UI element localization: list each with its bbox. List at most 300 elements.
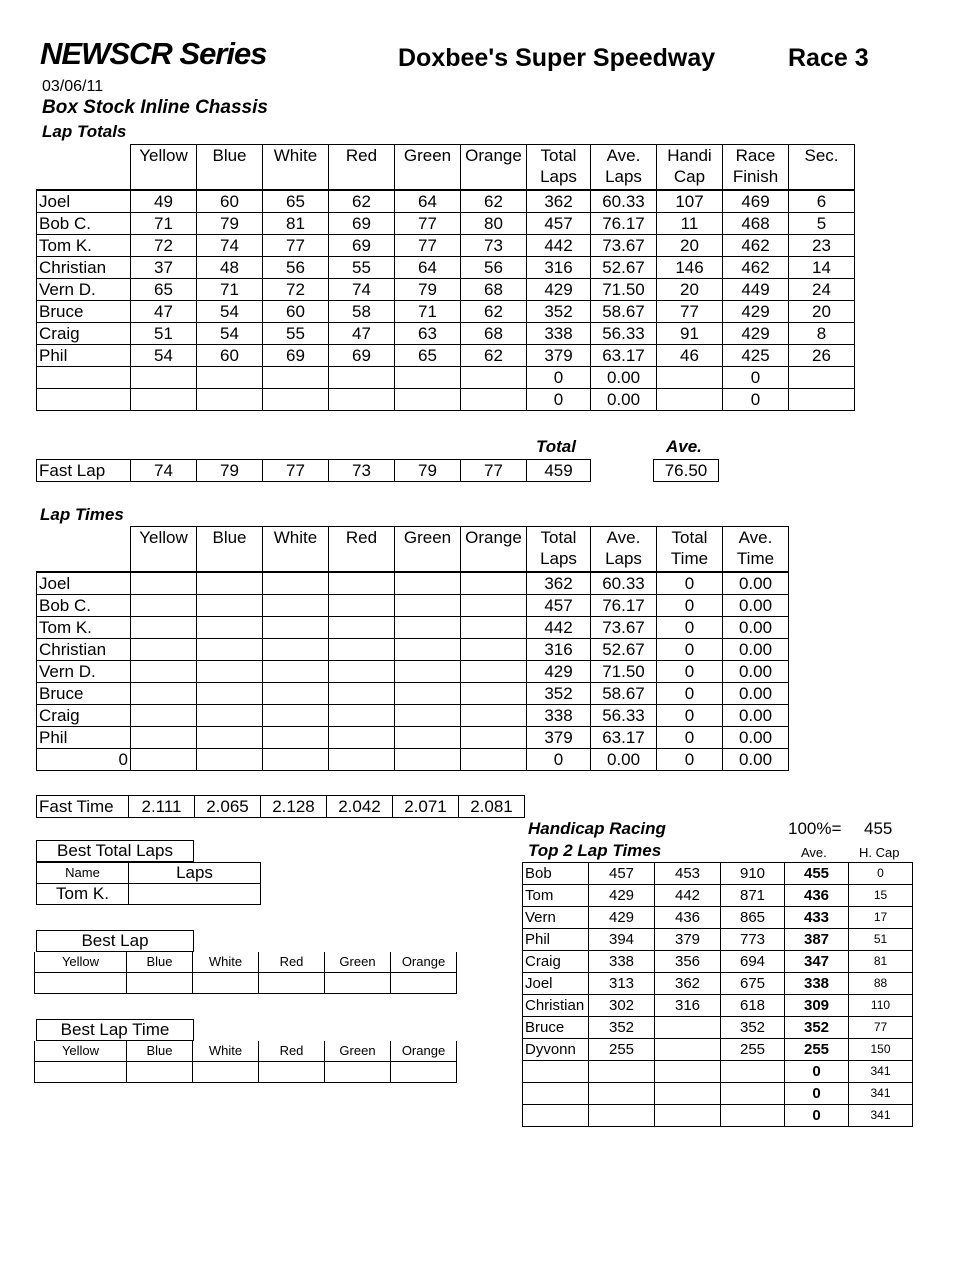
lap-time-cell (395, 727, 461, 749)
total-laps-cell: 316 (527, 639, 591, 661)
best-col-header: Yellow (35, 952, 127, 973)
handicap-row (523, 1083, 913, 1105)
total-laps-cell: 429 (527, 661, 591, 683)
handicap-sum: 865 (721, 907, 785, 929)
lap-time-cell (461, 749, 527, 771)
lap-totals-cell: 71.50 (591, 279, 657, 301)
lap-totals-cell: 58.67 (591, 301, 657, 323)
lap-totals-cell: 68 (461, 323, 527, 345)
lap-times-header: Ave. Time (723, 527, 789, 573)
handicap-lap-a (589, 1061, 655, 1083)
handicap-name: Christian (523, 995, 589, 1017)
total-time-cell: 0 (657, 705, 723, 727)
lap-totals-row (37, 345, 855, 367)
total-laps-cell: 457 (527, 595, 591, 617)
best-col-header: Blue (127, 952, 193, 973)
ave-laps-cell: 58.67 (591, 683, 657, 705)
series-title: NEWSCR Series (40, 36, 267, 71)
lap-totals-cell: 72 (131, 235, 197, 257)
handicap-row (523, 863, 913, 885)
lap-times-header: White (263, 527, 329, 573)
lap-time-cell (263, 572, 329, 595)
lap-totals-cell: 54 (131, 345, 197, 367)
ave-laps-cell: 56.33 (591, 705, 657, 727)
handicap-lap-b (655, 1039, 721, 1061)
total-time-cell: 0 (657, 749, 723, 771)
total-laps-cell: 0 (527, 749, 591, 771)
fast-time-cell: 2.071 (393, 796, 459, 818)
lap-totals-cell: 73.67 (591, 235, 657, 257)
lap-times-row (37, 705, 789, 727)
lap-totals-cell: 20 (657, 235, 723, 257)
best-total-laps-name-label: Name (37, 863, 129, 884)
lap-totals-cell: 56 (461, 257, 527, 279)
lap-totals-cell: 63.17 (591, 345, 657, 367)
fast-time-label: Fast Time (37, 796, 129, 818)
handicap-lap-a: 457 (589, 863, 655, 885)
handicap-lap-a: 338 (589, 951, 655, 973)
lap-totals-cell: 65 (263, 190, 329, 213)
lap-totals-header: Sec. (789, 145, 855, 191)
total-laps-cell: 362 (527, 572, 591, 595)
lap-totals-cell: 47 (329, 323, 395, 345)
best-lap-table (34, 952, 457, 994)
handicap-ave: 436 (785, 885, 849, 907)
lap-times-row (37, 639, 789, 661)
fast-lap-ave-label: Ave. (666, 437, 702, 456)
lap-time-cell (329, 749, 395, 771)
lap-totals-cell: 60.33 (591, 190, 657, 213)
handicap-name: Dyvonn (523, 1039, 589, 1061)
lap-time-cell (131, 572, 197, 595)
handicap-lap-a: 352 (589, 1017, 655, 1039)
lap-totals-cell: 0 (723, 367, 789, 389)
lap-times-title: Lap Times (40, 505, 124, 524)
best-col-header: Orange (391, 952, 457, 973)
lap-totals-cell: 442 (527, 235, 591, 257)
lap-totals-cell: 49 (131, 190, 197, 213)
driver-name: Joel (37, 190, 131, 213)
total-time-cell: 0 (657, 595, 723, 617)
driver-name: Joel (37, 572, 131, 595)
best-value-cell (127, 1062, 193, 1083)
handicap-ave: 352 (785, 1017, 849, 1039)
lap-totals-cell: 338 (527, 323, 591, 345)
lap-time-cell (131, 727, 197, 749)
ave-laps-cell: 76.17 (591, 595, 657, 617)
handicap-lap-b (655, 1083, 721, 1105)
lap-totals-cell: 20 (657, 279, 723, 301)
driver-name: Bob C. (37, 595, 131, 617)
driver-name: Phil (37, 345, 131, 367)
ave-laps-cell: 60.33 (591, 572, 657, 595)
lap-totals-cell (131, 367, 197, 389)
lap-totals-cell: 468 (723, 213, 789, 235)
ave-time-cell: 0.00 (723, 727, 789, 749)
lap-totals-cell: 69 (329, 235, 395, 257)
fast-time-cell: 2.065 (195, 796, 261, 818)
lap-totals-cell: 48 (197, 257, 263, 279)
fast-lap-cell: 77 (263, 460, 329, 482)
lap-totals-row (37, 213, 855, 235)
lap-time-cell (263, 595, 329, 617)
lap-times-header: Orange (461, 527, 527, 573)
best-value-cell (391, 1062, 457, 1083)
lap-time-cell (329, 617, 395, 639)
driver-name: Tom K. (37, 617, 131, 639)
lap-time-cell (395, 749, 461, 771)
handicap-sum: 618 (721, 995, 785, 1017)
handicap-hcap: 88 (849, 973, 913, 995)
lap-time-cell (131, 595, 197, 617)
race-number: Race 3 (788, 44, 869, 72)
lap-time-cell (395, 572, 461, 595)
lap-totals-cell: 71 (131, 213, 197, 235)
driver-name: Bruce (37, 683, 131, 705)
handicap-lap-b: 379 (655, 929, 721, 951)
handicap-pct-value: 455 (864, 819, 893, 838)
lap-totals-cell: 68 (461, 279, 527, 301)
handicap-ave: 387 (785, 929, 849, 951)
lap-totals-cell: 69 (329, 213, 395, 235)
lap-times-row (37, 617, 789, 639)
lap-totals-header: Race Finish (723, 145, 789, 191)
lap-time-cell (131, 749, 197, 771)
lap-totals-cell: 60 (263, 301, 329, 323)
lap-times-header: Total Laps (527, 527, 591, 573)
lap-totals-row (37, 323, 855, 345)
handicap-sum: 773 (721, 929, 785, 951)
handicap-name: Vern (523, 907, 589, 929)
lap-totals-cell: 23 (789, 235, 855, 257)
lap-time-cell (329, 572, 395, 595)
handicap-lap-b: 316 (655, 995, 721, 1017)
lap-times-row (37, 727, 789, 749)
lap-totals-cell: 54 (197, 323, 263, 345)
lap-time-cell (263, 727, 329, 749)
handicap-lap-a: 313 (589, 973, 655, 995)
lap-time-cell (329, 595, 395, 617)
lap-totals-cell: 0.00 (591, 367, 657, 389)
handicap-row (523, 951, 913, 973)
lap-times-row (37, 661, 789, 683)
lap-totals-cell: 79 (197, 213, 263, 235)
best-total-laps-value (129, 884, 261, 905)
race-class: Box Stock Inline Chassis (42, 97, 268, 118)
lap-time-cell (131, 661, 197, 683)
handicap-hcap: 0 (849, 863, 913, 885)
lap-totals-cell (263, 389, 329, 411)
lap-time-cell (263, 749, 329, 771)
lap-totals-cell: 462 (723, 257, 789, 279)
handicap-row (523, 973, 913, 995)
lap-time-cell (263, 683, 329, 705)
handicap-sum: 910 (721, 863, 785, 885)
ave-time-cell: 0.00 (723, 661, 789, 683)
lap-totals-cell: 69 (263, 345, 329, 367)
handicap-hcap: 341 (849, 1083, 913, 1105)
lap-totals-cell (395, 389, 461, 411)
lap-totals-cell: 71 (197, 279, 263, 301)
handicap-name: Bruce (523, 1017, 589, 1039)
handicap-ave: 309 (785, 995, 849, 1017)
handicap-name: Tom (523, 885, 589, 907)
best-col-header: Green (325, 1041, 391, 1062)
best-value-cell (325, 1062, 391, 1083)
lap-totals-cell: 52.67 (591, 257, 657, 279)
handicap-row (523, 1039, 913, 1061)
driver-name (37, 389, 131, 411)
fast-lap-cell: 74 (131, 460, 197, 482)
handicap-row (523, 907, 913, 929)
total-time-cell: 0 (657, 639, 723, 661)
fast-lap-cell: 79 (395, 460, 461, 482)
best-value-row (35, 973, 457, 994)
lap-totals-cell: 51 (131, 323, 197, 345)
handicap-lap-b: 442 (655, 885, 721, 907)
total-laps-cell: 379 (527, 727, 591, 749)
lap-totals-cell: 462 (723, 235, 789, 257)
race-date: 03/06/11 (42, 78, 104, 95)
best-lap-time-table (34, 1041, 457, 1083)
ave-laps-cell: 71.50 (591, 661, 657, 683)
lap-totals-cell: 429 (723, 323, 789, 345)
lap-totals-cell (789, 367, 855, 389)
lap-totals-cell: 316 (527, 257, 591, 279)
lap-time-cell (461, 639, 527, 661)
best-col-header: Orange (391, 1041, 457, 1062)
lap-time-cell (395, 617, 461, 639)
lap-totals-cell: 54 (197, 301, 263, 323)
lap-totals-cell: 457 (527, 213, 591, 235)
handicap-lap-b: 436 (655, 907, 721, 929)
handicap-row (523, 929, 913, 951)
handicap-ave: 0 (785, 1061, 849, 1083)
handicap-table (522, 862, 913, 1127)
lap-totals-cell: 81 (263, 213, 329, 235)
lap-time-cell (329, 683, 395, 705)
lap-time-cell (329, 639, 395, 661)
lap-totals-cell: 6 (789, 190, 855, 213)
best-col-header: Red (259, 952, 325, 973)
lap-time-cell (461, 595, 527, 617)
lap-totals-header: Red (329, 145, 395, 191)
lap-totals-cell: 8 (789, 323, 855, 345)
fast-time-table (36, 795, 525, 818)
lap-time-cell (461, 683, 527, 705)
best-value-cell (193, 973, 259, 994)
lap-totals-row (37, 257, 855, 279)
lap-totals-cell: 60 (197, 345, 263, 367)
lap-totals-cell: 429 (527, 279, 591, 301)
handicap-lap-b: 362 (655, 973, 721, 995)
lap-totals-cell: 74 (197, 235, 263, 257)
ave-time-cell: 0.00 (723, 617, 789, 639)
handicap-sum (721, 1083, 785, 1105)
ave-time-cell: 0.00 (723, 705, 789, 727)
lap-time-cell (197, 617, 263, 639)
lap-time-cell (329, 661, 395, 683)
fast-lap-row (37, 460, 591, 482)
best-value-cell (325, 973, 391, 994)
lap-totals-cell: 14 (789, 257, 855, 279)
driver-name: Bruce (37, 301, 131, 323)
driver-name: Craig (37, 323, 131, 345)
handicap-lap-b: 453 (655, 863, 721, 885)
driver-name: Christian (37, 257, 131, 279)
best-col-header: Green (325, 952, 391, 973)
lap-totals-cell: 79 (395, 279, 461, 301)
lap-totals-cell: 91 (657, 323, 723, 345)
handicap-name: Bob (523, 863, 589, 885)
handicap-ave-label: Ave. (801, 845, 827, 860)
lap-time-cell (461, 727, 527, 749)
total-time-cell: 0 (657, 683, 723, 705)
lap-totals-cell: 20 (789, 301, 855, 323)
lap-totals-cell: 0.00 (591, 389, 657, 411)
handicap-subtitle: Top 2 Lap Times (528, 841, 662, 860)
handicap-lap-a: 429 (589, 907, 655, 929)
lap-totals-header: White (263, 145, 329, 191)
lap-totals-cell: 55 (263, 323, 329, 345)
lap-totals-cell: 74 (329, 279, 395, 301)
best-total-laps-title: Best Total Laps (36, 840, 194, 862)
lap-time-cell (461, 661, 527, 683)
best-header-row (35, 952, 457, 973)
handicap-sum: 694 (721, 951, 785, 973)
driver-name: Phil (37, 727, 131, 749)
lap-totals-cell: 73 (461, 235, 527, 257)
fast-lap-total-label: Total (536, 437, 576, 456)
best-total-laps-table (36, 862, 261, 905)
lap-totals-cell: 429 (723, 301, 789, 323)
lap-totals-header: Ave. Laps (591, 145, 657, 191)
driver-name: Vern D. (37, 661, 131, 683)
handicap-hcap: 150 (849, 1039, 913, 1061)
lap-totals-cell: 72 (263, 279, 329, 301)
best-col-header: Blue (127, 1041, 193, 1062)
handicap-name (523, 1105, 589, 1127)
driver-name: Tom K. (37, 235, 131, 257)
lap-totals-table (36, 144, 855, 411)
handicap-lap-a: 429 (589, 885, 655, 907)
total-laps-cell: 442 (527, 617, 591, 639)
ave-time-cell: 0.00 (723, 749, 789, 771)
fast-time-cell: 2.042 (327, 796, 393, 818)
fast-lap-cell: 79 (197, 460, 263, 482)
handicap-hcap: 17 (849, 907, 913, 929)
driver-name: 0 (37, 749, 131, 771)
handicap-ave: 347 (785, 951, 849, 973)
lap-totals-cell: 469 (723, 190, 789, 213)
lap-totals-cell: 379 (527, 345, 591, 367)
lap-time-cell (197, 572, 263, 595)
lap-time-cell (131, 705, 197, 727)
lap-time-cell (197, 727, 263, 749)
lap-time-cell (263, 705, 329, 727)
handicap-row (523, 1061, 913, 1083)
lap-totals-cell (263, 367, 329, 389)
handicap-sum: 871 (721, 885, 785, 907)
fast-time-cell: 2.111 (129, 796, 195, 818)
lap-totals-cell: 55 (329, 257, 395, 279)
handicap-lap-b (655, 1061, 721, 1083)
total-time-cell: 0 (657, 661, 723, 683)
lap-totals-row (37, 279, 855, 301)
fast-time-row (37, 796, 525, 818)
lap-time-cell (395, 639, 461, 661)
lap-totals-cell (395, 367, 461, 389)
lap-totals-cell: 64 (395, 257, 461, 279)
ave-laps-cell: 0.00 (591, 749, 657, 771)
lap-totals-cell: 11 (657, 213, 723, 235)
handicap-hcap: 341 (849, 1105, 913, 1127)
best-col-header: White (193, 952, 259, 973)
best-value-cell (35, 1062, 127, 1083)
handicap-hcap: 341 (849, 1061, 913, 1083)
best-value-cell (193, 1062, 259, 1083)
lap-totals-cell: 65 (395, 345, 461, 367)
lap-totals-cell: 77 (263, 235, 329, 257)
handicap-lap-b (655, 1017, 721, 1039)
lap-totals-header: Green (395, 145, 461, 191)
lap-totals-cell: 77 (395, 213, 461, 235)
lap-time-cell (395, 661, 461, 683)
lap-totals-row (37, 389, 855, 411)
lap-totals-cell: 0 (723, 389, 789, 411)
lap-totals-cell: 77 (657, 301, 723, 323)
fast-lap-label: Fast Lap (37, 460, 131, 482)
lap-totals-cell: 71 (395, 301, 461, 323)
lap-times-header: Total Time (657, 527, 723, 573)
lap-time-cell (263, 661, 329, 683)
lap-time-cell (263, 639, 329, 661)
ave-laps-cell: 52.67 (591, 639, 657, 661)
lap-totals-cell (657, 367, 723, 389)
handicap-sum (721, 1105, 785, 1127)
lap-totals-cell: 80 (461, 213, 527, 235)
driver-name: Bob C. (37, 213, 131, 235)
handicap-ave: 433 (785, 907, 849, 929)
best-value-cell (127, 973, 193, 994)
lap-totals-cell: 62 (329, 190, 395, 213)
best-total-laps-laps-label: Laps (129, 863, 261, 884)
handicap-ave: 0 (785, 1105, 849, 1127)
lap-totals-row (37, 190, 855, 213)
track-name: Doxbee's Super Speedway (398, 44, 716, 72)
handicap-row (523, 885, 913, 907)
lap-totals-row (37, 301, 855, 323)
best-col-header: Yellow (35, 1041, 127, 1062)
handicap-sum (721, 1061, 785, 1083)
lap-totals-cell (789, 389, 855, 411)
lap-totals-cell: 352 (527, 301, 591, 323)
lap-totals-cell (197, 367, 263, 389)
lap-times-header: Red (329, 527, 395, 573)
ave-laps-cell: 73.67 (591, 617, 657, 639)
lap-time-cell (329, 705, 395, 727)
total-laps-cell: 352 (527, 683, 591, 705)
lap-totals-cell: 26 (789, 345, 855, 367)
lap-totals-cell: 146 (657, 257, 723, 279)
lap-times-row (37, 572, 789, 595)
lap-totals-cell: 449 (723, 279, 789, 301)
lap-totals-cell: 69 (329, 345, 395, 367)
ave-time-cell: 0.00 (723, 595, 789, 617)
lap-totals-cell: 56.33 (591, 323, 657, 345)
lap-time-cell (329, 727, 395, 749)
ave-laps-cell: 63.17 (591, 727, 657, 749)
